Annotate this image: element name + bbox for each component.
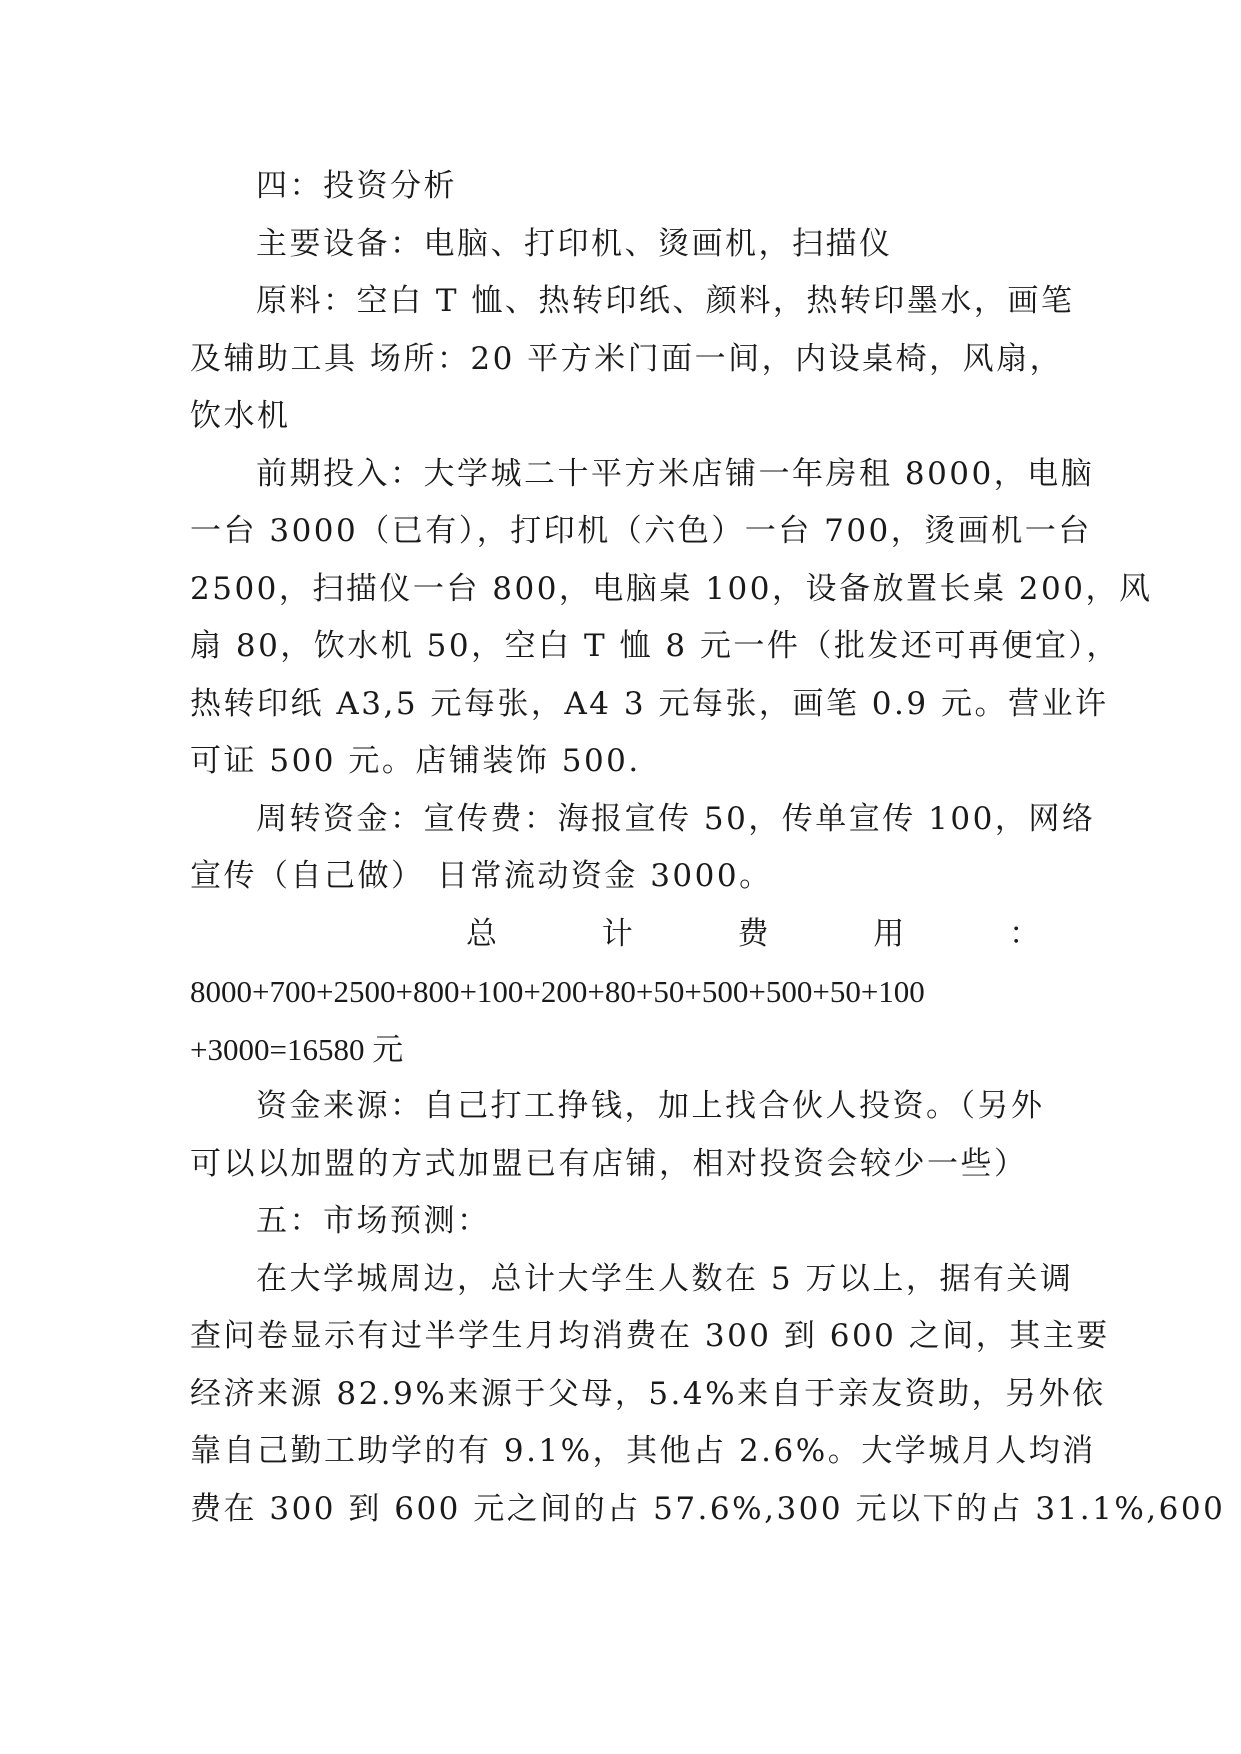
total-formula: 8000+700+2500+800+100+200+80+50+500+500+50+100: [190, 974, 925, 1009]
text-line: 主要设备：电脑、打印机、烫画机，扫描仪: [256, 225, 893, 262]
text-line: 可证 500 元。店铺装饰 500.: [190, 743, 641, 779]
total-heading-char: 费: [737, 915, 769, 952]
text-line: 资金来源：自己打工挣钱，加上找合伙人投资。（另外: [256, 1088, 1045, 1124]
text-line: 原料：空白 T 恤、热转印纸、颜料，热转印墨水，画笔: [256, 283, 1075, 319]
text-line: 饮水机: [190, 398, 291, 434]
total-heading-char: ：: [1009, 915, 1040, 952]
text-line: 查问卷显示有过半学生月均消费在 300 到 600 之间，其主要: [190, 1318, 1110, 1354]
text-line: 一台 3000（已有），打印机（六色）一台 700，烫画机一台: [190, 513, 1092, 549]
text-line: 可以以加盟的方式加盟已有店铺，相对投资会较少一些）: [190, 1145, 1028, 1182]
text-line: 周转资金：宣传费：海报宣传 50，传单宣传 100，网络: [256, 800, 1096, 837]
text-line: 扇 80，饮水机 50，空白 T 恤 8 元一件（批发还可再便宜），: [190, 628, 1120, 664]
text-line: 2500，扫描仪一台 800，电脑桌 100，设备放置长桌 200，风: [190, 570, 1153, 607]
section-heading-investment: 四：投资分析: [256, 168, 457, 204]
text-line: 热转印纸 A3,5 元每张，A4 3 元每张，画笔 0.9 元。营业许: [190, 685, 1109, 722]
document-body: [190, 158, 1226, 1538]
text-line: 靠自己勤工助学的有 9.1%，其他占 2.6%。大学城月人均消: [190, 1433, 1096, 1469]
total-heading-char: 总: [466, 915, 497, 952]
total-result: +3000=16580 元: [190, 1031, 404, 1067]
text-line: 费在 300 到 600 元之间的占 57.6%,300 元以下的占 31.1%,600: [190, 1490, 1226, 1527]
total-heading-char: 计: [601, 915, 633, 952]
text-line: 宣传（自己做） 日常流动资金 3000。: [190, 858, 773, 894]
text-line: 在大学城周边，总计大学生人数在 5 万以上，据有关调: [256, 1260, 1074, 1297]
text-line: 前期投入：大学城二十平方米店铺一年房租 8000，电脑: [256, 455, 1095, 492]
total-cost-heading: [190, 906, 1050, 964]
text-line: 及辅助工具 场所：20 平方米门面一间，内设桌椅，风扇，: [190, 340, 1064, 377]
section-heading-market: 五：市场预测：: [256, 1203, 491, 1239]
text-line: 经济来源 82.9%来源于父母，5.4%来自于亲友资助，另外依: [190, 1375, 1106, 1412]
total-heading-char: 用: [873, 915, 905, 952]
